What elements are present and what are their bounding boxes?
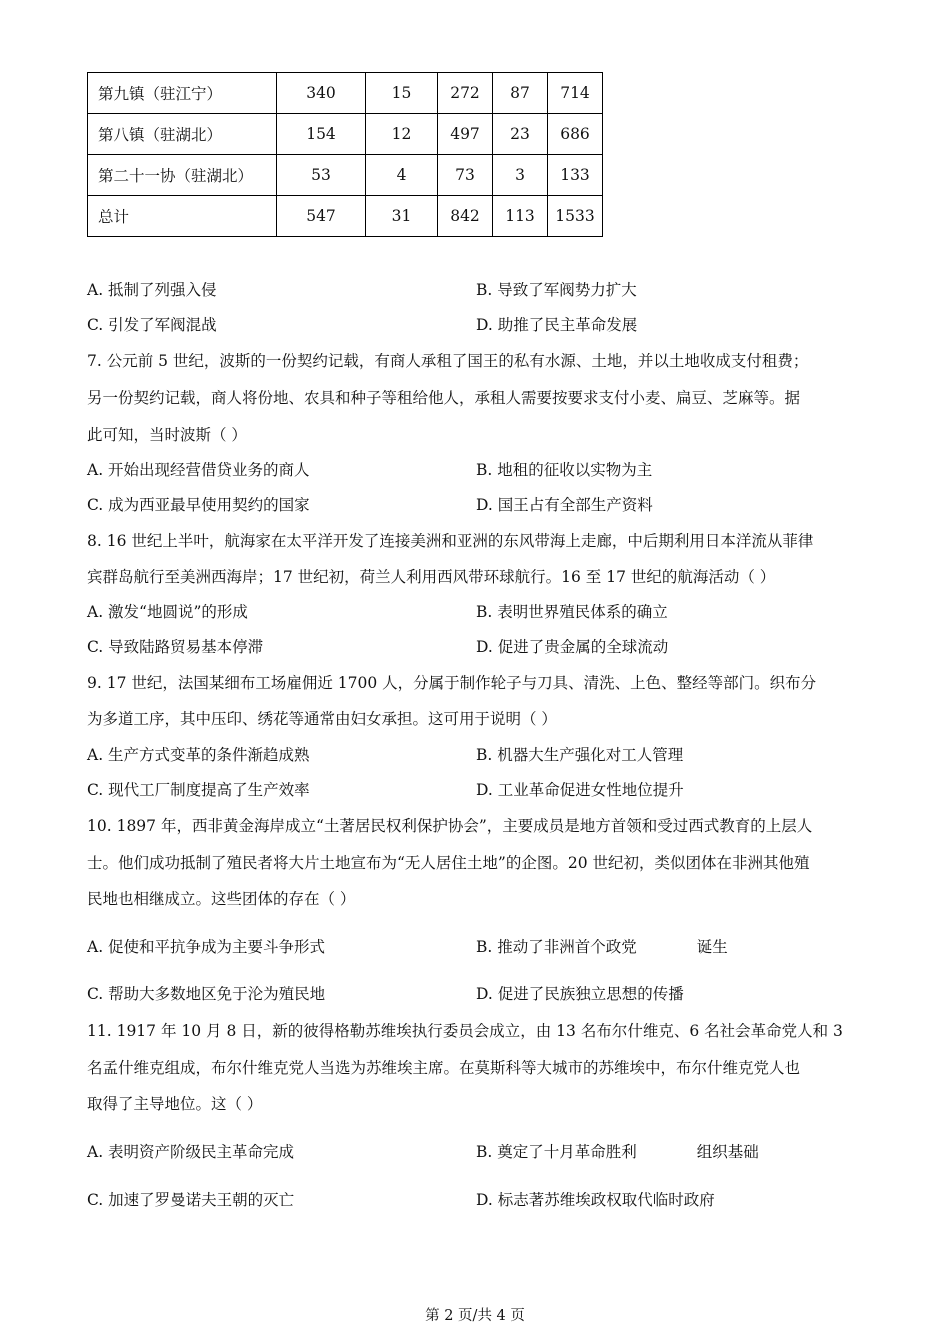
q10-option-b-text: B. 推动了非洲首个政党 <box>476 938 637 956</box>
q7-stem-line: 7. 公元前 5 世纪，波斯的一份契约记载，有商人承租了国王的私有水源、土地，并以土地收成支付租费； <box>87 352 809 370</box>
table-cell: 12 <box>366 114 438 155</box>
table-cell: 73 <box>438 155 493 196</box>
table-cell: 113 <box>493 196 548 237</box>
table-cell: 23 <box>493 114 548 155</box>
table-cell: 总计 <box>88 196 277 237</box>
table-row <box>88 155 603 196</box>
table-cell: 714 <box>548 73 603 114</box>
table-cell: 340 <box>277 73 366 114</box>
q10-option-d: D. 促进了民族独立思想的传播 <box>476 985 684 1003</box>
q8-option-b: B. 表明世界殖民体系的确立 <box>476 603 668 621</box>
q7-option-a: A. 开始出现经营借贷业务的商人 <box>87 461 310 479</box>
table-row <box>88 196 603 237</box>
q7-option-c: C. 成为西亚最早使用契约的国家 <box>87 496 310 514</box>
q11-stem-line: 取得了主导地位。这（ ） <box>87 1095 263 1113</box>
q9-option-c: C. 现代工厂制度提高了生产效率 <box>87 781 310 799</box>
table-row <box>88 114 603 155</box>
q9-stem-line: 9. 17 世纪，法国某细布工场雇佣近 1700 人，分属于制作轮子与刀具、清洗、上色、整经等部门。织布分 <box>87 674 817 692</box>
table-row <box>88 73 603 114</box>
table-cell: 53 <box>277 155 366 196</box>
q11-option-a: A. 表明资产阶级民主革命完成 <box>87 1143 295 1161</box>
q9-option-a: A. 生产方式变革的条件渐趋成熟 <box>87 746 310 764</box>
table-cell: 154 <box>277 114 366 155</box>
q8-stem-line: 8. 16 世纪上半叶，航海家在太平洋开发了连接美洲和亚洲的东风带海上走廊，中后期利用日本洋流从菲律 <box>87 532 814 550</box>
q10-option-a: A. 促使和平抗争成为主要斗争形式 <box>87 938 326 956</box>
q6-option-a: A. 抵制了列强入侵 <box>87 281 217 299</box>
table-cell: 15 <box>366 73 438 114</box>
table-cell: 87 <box>493 73 548 114</box>
q11-option-b-text: B. 奠定了十月革命胜利 <box>476 1143 637 1161</box>
page-number: 第 2 页/共 4 页 <box>425 1308 525 1324</box>
table-cell: 3 <box>493 155 548 196</box>
table-cell: 686 <box>548 114 603 155</box>
q8-option-a: A. 激发“地圆说”的形成 <box>87 603 248 621</box>
table-cell: 547 <box>277 196 366 237</box>
table-cell: 第二十一协（驻湖北） <box>88 155 277 196</box>
q11-option-d: D. 标志著苏维埃政权取代临时政府 <box>476 1191 715 1209</box>
q7-stem-line: 另一份契约记载，商人将份地、农具和种子等租给他人，承租人需要按要求支付小麦、扁豆、芝麻等。据 <box>87 389 801 407</box>
table-cell: 第九镇（驻江宁） <box>88 73 277 114</box>
table-cell: 31 <box>366 196 438 237</box>
q10-option-b-tail: 诞生 <box>696 938 728 956</box>
q9-option-b: B. 机器大生产强化对工人管理 <box>476 746 684 764</box>
table-cell: 497 <box>438 114 493 155</box>
q6-option-c: C. 引发了军阀混战 <box>87 316 217 334</box>
table-cell: 1533 <box>548 196 603 237</box>
q10-stem-line: 10. 1897 年，西非黄金海岸成立“土著居民权利保护协会”，主要成员是地方首领和受过西式教育的上层人 <box>87 817 813 835</box>
q7-option-b: B. 地租的征收以实物为主 <box>476 461 653 479</box>
troop-table <box>87 72 603 237</box>
q8-option-c: C. 导致陆路贸易基本停滞 <box>87 638 264 656</box>
q8-stem-line: 宾群岛航行至美洲西海岸；17 世纪初，荷兰人利用西风带环球航行。16 至 17 世纪的航海活动（ ） <box>87 568 776 586</box>
q6-option-b: B. 导致了军阀势力扩大 <box>476 281 637 299</box>
table-cell: 842 <box>438 196 493 237</box>
table-cell: 272 <box>438 73 493 114</box>
q11-option-b <box>476 1140 759 1164</box>
q11-stem-line: 名孟什维克组成，布尔什维克党人当选为苏维埃主席。在莫斯科等大城市的苏维埃中，布尔什维克党人也 <box>87 1059 801 1077</box>
q10-stem-line: 民地也相继成立。这些团体的存在（ ） <box>87 890 356 908</box>
q7-option-d: D. 国王占有全部生产资料 <box>476 496 653 514</box>
table-cell: 133 <box>548 155 603 196</box>
q11-option-c: C. 加速了罗曼诺夫王朝的灭亡 <box>87 1191 295 1209</box>
q7-stem-line: 此可知，当时波斯（ ） <box>87 426 247 444</box>
q10-option-b <box>476 935 728 959</box>
q10-stem-line: 士。他们成功抵制了殖民者将大片土地宣布为“无人居住土地”的企图。20 世纪初，类似团体在非洲其他殖 <box>87 854 810 872</box>
q9-option-d: D. 工业革命促进女性地位提升 <box>476 781 684 799</box>
q10-option-c: C. 帮助大多数地区免于沦为殖民地 <box>87 985 326 1003</box>
q8-option-d: D. 促进了贵金属的全球流动 <box>476 638 669 656</box>
table-cell: 第八镇（驻湖北） <box>88 114 277 155</box>
q6-option-d: D. 助推了民主革命发展 <box>476 316 638 334</box>
table-cell: 4 <box>366 155 438 196</box>
q11-option-b-tail: 组织基础 <box>696 1143 759 1161</box>
q11-stem-line: 11. 1917 年 10 月 8 日，新的彼得格勒苏维埃执行委员会成立，由 13 名布尔什维克、6 名社会革命党人和 3 <box>87 1022 843 1040</box>
q9-stem-line: 为多道工序，其中压印、绣花等通常由妇女承担。这可用于说明（ ） <box>87 710 557 728</box>
